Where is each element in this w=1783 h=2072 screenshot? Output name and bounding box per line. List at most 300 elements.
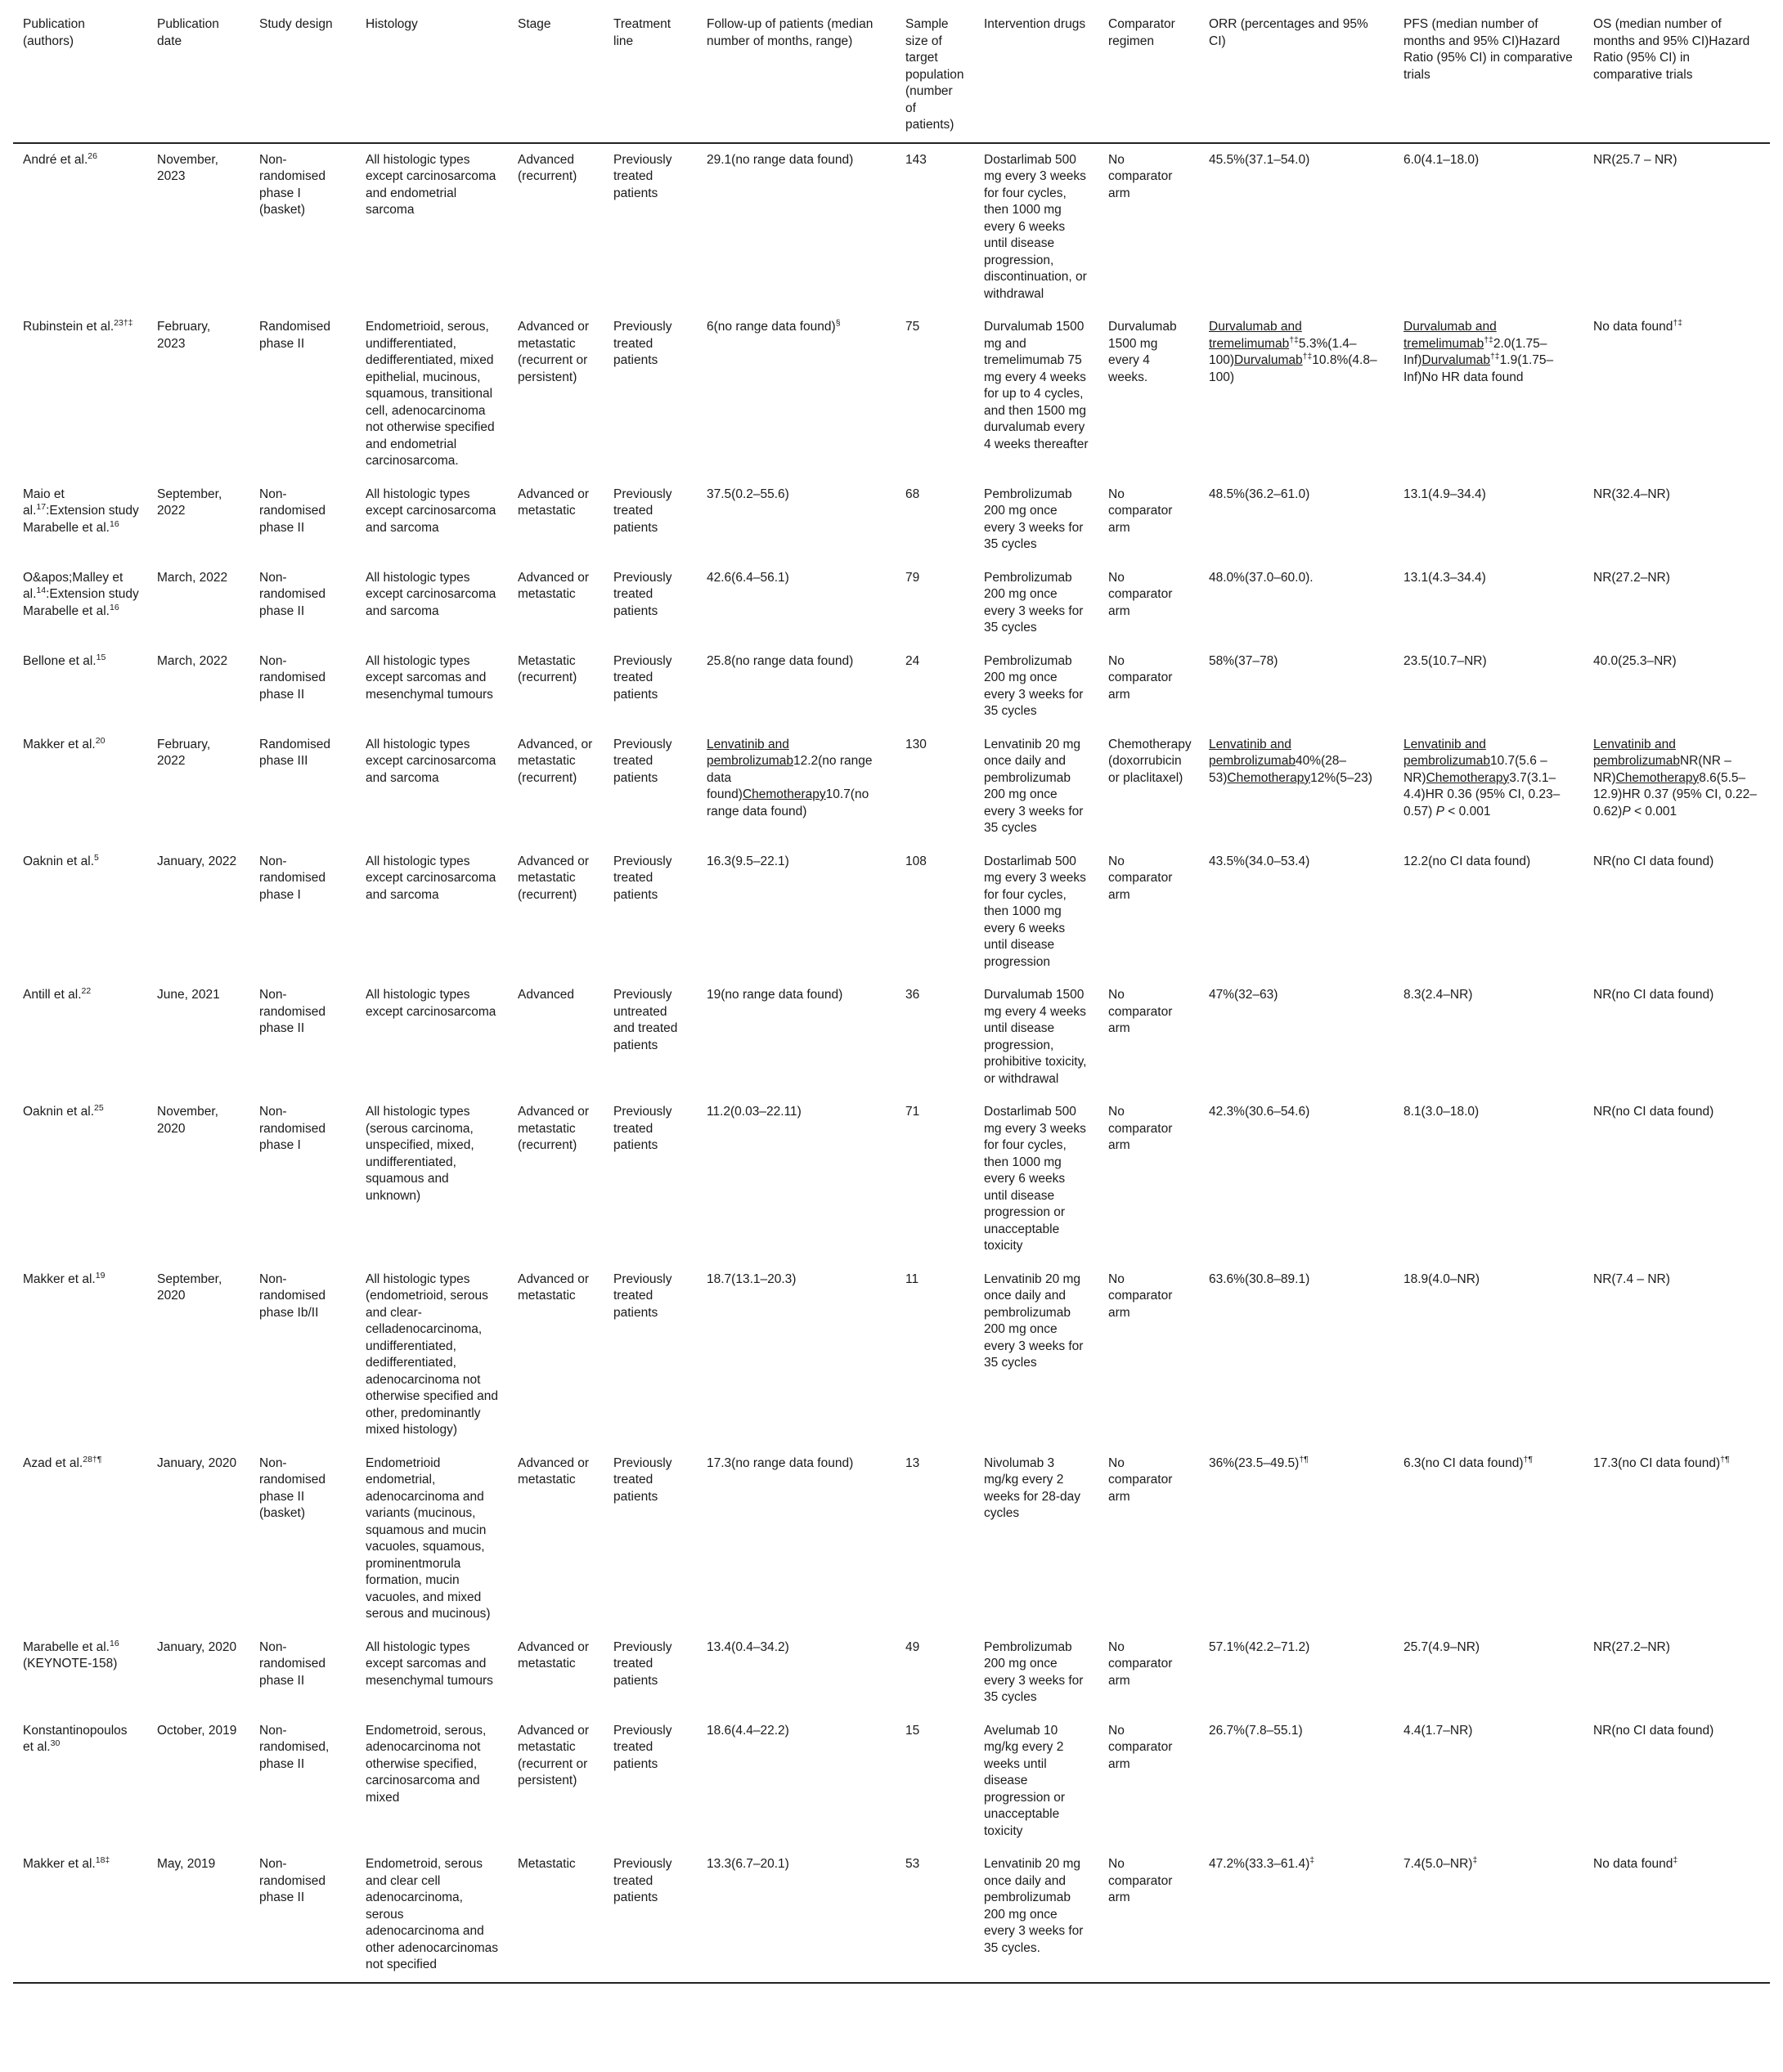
cell-text: Makker et al.: [23, 1857, 96, 1871]
footnote-marker: 26: [88, 150, 97, 161]
followup-cell: [697, 1715, 896, 1849]
design-cell: Non-randomised phase II: [249, 1848, 356, 1983]
sample-size-cell: 36: [905, 988, 920, 1002]
publication-cell: [13, 1096, 147, 1263]
publication-cell: [13, 311, 147, 478]
followup-cell: [697, 1848, 896, 1983]
comparator-cell: No comparator arm: [1098, 1848, 1199, 1983]
pfs-cell: [1394, 311, 1583, 478]
treatment-line-cell: Previously treated patients: [604, 1848, 697, 1983]
footnote-marker: 14: [36, 585, 47, 595]
followup-cell: [697, 1631, 896, 1715]
cell-text: 42.3%(30.6–54.6): [1209, 1105, 1310, 1119]
stage-cell: Advanced: [518, 988, 574, 1002]
footnote-marker: †¶: [1720, 1454, 1730, 1464]
pfs-cell: [1394, 1263, 1583, 1447]
date-cell: March, 2022: [157, 570, 228, 585]
design-cell: Non-randomised phase I (basket): [259, 152, 326, 217]
comparator-cell: No comparator arm: [1108, 653, 1173, 702]
treatment-line-cell: Previously treated patients: [613, 1639, 672, 1688]
histology-cell: All histologic types (endometrioid, serous and clear-celladenocarcinoma, undifferentiated, dedifferentiated, adenocarcinoma not otherwise specified and other, predominantly mixed histology): [366, 1271, 498, 1437]
cell-text: 23.5(10.7–NR): [1403, 653, 1487, 668]
design-cell: Non-randomised phase II: [259, 570, 326, 618]
sample-size-cell: 130: [905, 737, 927, 751]
cell-text: 6.3(no CI data found): [1403, 1455, 1524, 1470]
cell-text: No data found: [1593, 1857, 1673, 1871]
pfs-cell: [1394, 729, 1583, 845]
cell-text: NR(27.2–NR): [1593, 1639, 1670, 1654]
footnote-marker: †‡: [1302, 352, 1313, 361]
histology-cell: Endometrioid endometrial, adenocarcinoma and variants (mucinous, squamous and mucin vacuoles, squamous, prominentmorula formation, mucin vacuoles, and mixed serous and mucinous): [366, 1455, 491, 1621]
cell-text: 10.7(no range data found): [707, 787, 869, 818]
histology-cell: All histologic types (serous carcinoma, unspecified, mixed, undifferentiated, squamous and unknown): [366, 1105, 474, 1203]
cell-text: < 0.001: [1444, 804, 1491, 818]
cell-text: 7.4(5.0–NR): [1403, 1857, 1473, 1871]
cell-text: (KEYNOTE-158): [23, 1657, 118, 1671]
col-header-followup: Follow-up of patients (median number of months, range): [697, 15, 896, 143]
sample-size-cell: 71: [905, 1105, 920, 1119]
cell-text: NR(no CI data found): [1593, 988, 1714, 1002]
os-cell: [1583, 845, 1770, 980]
orr-cell: [1199, 143, 1394, 312]
comparator-cell: Chemotherapy (doxorrubicin or placlitaxel): [1108, 737, 1192, 785]
table-row: [13, 143, 1770, 312]
design-cell: Non-randomised phase Ib/II: [259, 1271, 326, 1320]
cell-text: Chemotherapy: [1615, 770, 1700, 785]
date-cell: May, 2019: [147, 1848, 249, 1983]
treatment-line-cell: Previously treated patients: [613, 653, 672, 702]
col-header-stage: Stage: [508, 15, 604, 143]
orr-cell: [1199, 1096, 1394, 1263]
cell-text: Oaknin et al.: [23, 1105, 95, 1119]
design-cell: Randomised phase III: [259, 737, 331, 768]
treatment-line-cell: Previously treated patients: [613, 854, 672, 902]
treatment-line-cell: Previously treated patients: [613, 320, 672, 367]
footnote-marker: †‡: [1289, 334, 1299, 345]
cell-text: 45.5%(37.1–54.0): [1209, 152, 1310, 167]
orr-cell: [1199, 645, 1394, 729]
intervention-cell: Nivolumab 3 mg/kg every 2 weeks for 28-day cycles: [984, 1455, 1081, 1520]
cell-text: 13.1(4.3–34.4): [1403, 570, 1486, 585]
sample-size-cell: 75: [905, 320, 920, 334]
comparator-cell: No comparator arm: [1108, 570, 1173, 618]
date-cell: January, 2022: [157, 854, 237, 868]
cell-text: 40.0(25.3–NR): [1593, 653, 1677, 668]
footnote-marker: †‡: [1673, 318, 1683, 328]
design-cell: Non-randomised phase II: [259, 988, 326, 1035]
orr-cell: [1199, 1715, 1394, 1849]
cell-text: 43.5%(34.0–53.4): [1209, 854, 1310, 868]
cell-text: 6(no range data found): [707, 320, 836, 334]
table-row: [13, 478, 1770, 562]
cell-text: NR(32.4–NR): [1593, 487, 1670, 501]
cell-text: 5.3%(1.4–100): [1209, 336, 1357, 367]
cell-text: NR(NR – NR): [1593, 754, 1731, 785]
pfs-cell: [1394, 1631, 1583, 1715]
publication-cell: [13, 1848, 147, 1983]
cell-text: 63.6%(30.8–89.1): [1209, 1271, 1310, 1286]
followup-cell: [697, 311, 896, 478]
cell-text: 42.6(6.4–56.1): [707, 570, 789, 585]
cell-text: 16.3(9.5–22.1): [707, 854, 789, 868]
pfs-cell: [1394, 845, 1583, 980]
table-row: [13, 1096, 1770, 1263]
cell-text: Makker et al.: [23, 1271, 96, 1286]
cell-text: 29.1(no range data found): [707, 152, 854, 167]
date-cell: February, 2022: [157, 737, 211, 768]
footnote-marker: 16: [109, 602, 119, 612]
intervention-cell: Lenvatinib 20 mg once daily and pembrolizumab 200 mg once every 3 weeks for 35 cycles: [984, 737, 1084, 835]
cell-text: 25.7(4.9–NR): [1403, 1639, 1480, 1654]
date-cell: November, 2023: [157, 152, 218, 183]
design-cell: Non-randomised phase I: [259, 854, 326, 902]
intervention-cell: Pembrolizumab 200 mg once every 3 weeks for 35 cycles: [984, 1639, 1084, 1704]
col-header-histology: Histology: [356, 15, 508, 143]
col-header-os: OS (median number of months and 95% CI)Hazard Ratio (95% CI) in comparative trials: [1583, 15, 1770, 143]
footnote-marker: †¶: [1299, 1454, 1309, 1464]
stage-cell: Advanced, or metastatic (recurrent): [518, 737, 593, 785]
col-header-sample-size: Sample size of target population (number of patients): [896, 15, 974, 143]
date-cell: March, 2022: [157, 653, 228, 668]
stage-cell: Advanced or metastatic (recurrent or persistent): [518, 1723, 590, 1787]
cell-text: 11.2(0.03–22.11): [707, 1105, 802, 1119]
sample-size-cell: 79: [905, 570, 920, 585]
footnote-marker: 28†¶: [83, 1454, 102, 1464]
table-row: [13, 1631, 1770, 1715]
sample-size-cell: 15: [905, 1723, 920, 1738]
cell-text: 10.8%(4.8–100): [1209, 353, 1377, 384]
orr-cell: [1199, 1447, 1394, 1631]
os-cell: [1583, 1631, 1770, 1715]
followup-cell: [697, 478, 896, 562]
os-cell: [1583, 311, 1770, 478]
stage-cell: Advanced or metastatic: [518, 1639, 590, 1671]
footnote-marker: 16: [109, 518, 119, 529]
publication-cell: [13, 645, 147, 729]
table-row: [13, 645, 1770, 729]
pfs-cell: [1394, 478, 1583, 562]
comparator-cell: No comparator arm: [1108, 487, 1173, 535]
os-cell: [1583, 478, 1770, 562]
date-cell: February, 2023: [157, 320, 211, 351]
publication-cell: [13, 845, 147, 980]
cell-text: 8.3(2.4–NR): [1403, 988, 1473, 1002]
treatment-line-cell: Previously treated patients: [613, 1455, 672, 1504]
footnote-marker: 25: [94, 1103, 104, 1113]
design-cell: Non-randomised phase II (basket): [259, 1455, 326, 1520]
pfs-cell: [1394, 143, 1583, 312]
design-cell: Randomised phase II: [259, 320, 331, 351]
cell-text: 4.4(1.7–NR): [1403, 1723, 1473, 1738]
header-row: [13, 15, 1770, 143]
intervention-cell: Pembrolizumab 200 mg once every 3 weeks for 35 cycles: [984, 487, 1084, 551]
cell-text: 18.7(13.1–20.3): [707, 1271, 797, 1286]
footnote-marker: ‡: [1472, 1855, 1478, 1865]
pfs-cell: [1394, 1447, 1583, 1631]
publication-cell: [13, 143, 147, 312]
publication-cell: [13, 729, 147, 845]
cell-text: P: [1622, 804, 1631, 818]
stage-cell: Metastatic: [508, 1848, 604, 1983]
treatment-line-cell: Previously untreated and treated patients: [613, 988, 678, 1052]
date-cell: June, 2021: [157, 988, 220, 1002]
cell-text: 18.6(4.4–22.2): [707, 1723, 789, 1738]
publication-cell: [13, 1263, 147, 1447]
followup-cell: [697, 143, 896, 312]
publication-cell: [13, 1631, 147, 1715]
orr-cell: [1199, 1848, 1394, 1983]
orr-cell: [1199, 311, 1394, 478]
followup-cell: [697, 1447, 896, 1631]
comparator-cell: No comparator arm: [1108, 152, 1173, 200]
publication-cell: [13, 979, 147, 1096]
col-header-orr: ORR (percentages and 95% CI): [1199, 15, 1394, 143]
comparator-cell: No comparator arm: [1108, 1455, 1173, 1504]
followup-cell: [697, 1263, 896, 1447]
footnote-marker: 20: [95, 735, 106, 746]
sample-size-cell: 68: [905, 487, 920, 501]
treatment-line-cell: Previously treated patients: [613, 737, 672, 785]
design-cell: Non-randomised phase II: [259, 653, 326, 702]
cell-text: Durvalumab and tremelimumab: [1403, 320, 1497, 351]
followup-cell: [697, 645, 896, 729]
stage-cell: Advanced or metastatic (recurrent): [518, 1105, 590, 1152]
os-cell: [1583, 1096, 1770, 1263]
pfs-cell: [1394, 562, 1583, 645]
orr-cell: [1199, 1263, 1394, 1447]
cell-text: NR(no CI data found): [1593, 1723, 1714, 1738]
results-table: [13, 15, 1770, 1984]
table-row: [13, 1715, 1770, 1849]
intervention-cell: Dostarlimab 500 mg every 3 weeks for four cycles, then 1000 mg every 6 weeks until disease progression or unacceptable toxicity: [984, 1105, 1086, 1253]
cell-text: 26.7%(7.8–55.1): [1209, 1723, 1303, 1738]
table-row: [13, 845, 1770, 980]
cell-text: 17.3(no CI data found): [1593, 1455, 1721, 1470]
treatment-line-cell: Previously treated patients: [613, 570, 672, 618]
stage-cell: Advanced or metastatic: [518, 487, 590, 518]
os-cell: [1583, 562, 1770, 645]
date-cell: October, 2019: [157, 1723, 237, 1738]
histology-cell: All histologic types except carcinosarcoma and sarcoma: [366, 854, 496, 902]
orr-cell: [1199, 562, 1394, 645]
col-header-pfs: PFS (median number of months and 95% CI)Hazard Ratio (95% CI) in comparative trials: [1394, 15, 1583, 143]
os-cell: [1583, 645, 1770, 729]
pfs-cell: [1394, 1096, 1583, 1263]
footnote-marker: §: [835, 318, 841, 328]
cell-text: Rubinstein et al.: [23, 320, 115, 334]
intervention-cell: Dostarlimab 500 mg every 3 weeks for four cycles, then 1000 mg every 6 weeks until disease progression, discontinuation, or withdrawal: [984, 152, 1087, 301]
design-cell: Non-randomised phase I: [259, 1105, 326, 1152]
cell-text: 13.3(6.7–20.1): [707, 1857, 789, 1871]
orr-cell: [1199, 845, 1394, 980]
cell-text: 40%(28–53): [1209, 754, 1347, 785]
date-cell: September, 2020: [157, 1271, 222, 1303]
followup-cell: [697, 979, 896, 1096]
cell-text: Antill et al.: [23, 988, 82, 1002]
stage-cell: Advanced or metastatic: [518, 1271, 590, 1303]
table-row: [13, 311, 1770, 478]
treatment-line-cell: Previously treated patients: [613, 1723, 672, 1771]
pfs-cell: [1394, 645, 1583, 729]
comparator-cell: No comparator arm: [1108, 854, 1173, 902]
table-body: [13, 143, 1770, 1983]
footnote-marker: 17: [36, 502, 47, 512]
comparator-cell: No comparator arm: [1108, 1723, 1173, 1771]
comparator-cell: No comparator arm: [1108, 1271, 1173, 1320]
col-header-publication: Publication (authors): [13, 15, 147, 143]
cell-text: 2.0(1.75–Inf): [1403, 336, 1547, 367]
cell-text: NR(no CI data found): [1593, 854, 1714, 868]
col-header-date: Publication date: [147, 15, 249, 143]
sample-size-cell: 13: [905, 1455, 920, 1470]
intervention-cell: Lenvatinib 20 mg once daily and pembrolizumab 200 mg once every 3 weeks for 35 cycles.: [974, 1848, 1098, 1983]
histology-cell: Endometroid, serous, adenocarcinoma not otherwise specified, carcinosarcoma and mixed: [366, 1723, 487, 1805]
cell-text: Maio et al.: [23, 487, 65, 518]
cell-text: 57.1%(42.2–71.2): [1209, 1639, 1310, 1654]
intervention-cell: Durvalumab 1500 mg every 4 weeks until disease progression, prohibitive toxicity, or withdrawal: [984, 988, 1087, 1086]
cell-text: 58%(37–78): [1209, 653, 1278, 668]
footnote-marker: 30: [50, 1738, 61, 1748]
cell-text: 18.9(4.0–NR): [1403, 1271, 1480, 1286]
footnote-marker: 22: [81, 986, 92, 996]
cell-text: Chemotherapy: [1426, 770, 1510, 785]
orr-cell: [1199, 478, 1394, 562]
cell-text: Konstantinopoulos et al.: [23, 1723, 128, 1754]
cell-text: Chemotherapy: [742, 787, 826, 801]
followup-cell: [697, 1096, 896, 1263]
intervention-cell: Lenvatinib 20 mg once daily and pembrolizumab 200 mg once every 3 weeks for 35 cycles: [984, 1271, 1084, 1370]
cell-text: Lenvatinib and pembrolizumab: [1593, 737, 1680, 768]
cell-text: 8.1(3.0–18.0): [1403, 1105, 1480, 1119]
date-cell: September, 2022: [157, 487, 222, 518]
footnote-marker: †¶: [1523, 1454, 1533, 1464]
cell-text: < 0.001: [1630, 804, 1677, 818]
cell-text: Lenvatinib and pembrolizumab: [1209, 737, 1296, 768]
table-row: [13, 729, 1770, 845]
cell-text: 36%(23.5–49.5): [1209, 1455, 1300, 1470]
footnote-marker: 15: [96, 652, 106, 662]
cell-text: 47.2%(33.3–61.4): [1209, 1857, 1310, 1871]
date-cell: January, 2020: [157, 1455, 237, 1470]
sample-size-cell: 143: [905, 152, 927, 167]
footnote-marker: ‡: [1309, 1855, 1315, 1865]
footnote-marker: 5: [94, 852, 99, 863]
cell-text: NR(7.4 – NR): [1593, 1271, 1670, 1286]
cell-text: 12.2(no CI data found): [1403, 854, 1531, 868]
stage-cell: Advanced or metastatic: [518, 570, 590, 601]
cell-text: 12.2(no range data found): [707, 754, 873, 801]
cell-text: 19(no range data found): [707, 988, 843, 1002]
table-row: [13, 1848, 1770, 1983]
os-cell: [1583, 1715, 1770, 1849]
os-cell: [1583, 1263, 1770, 1447]
cell-text: NR(no CI data found): [1593, 1105, 1714, 1119]
stage-cell: Advanced or metastatic: [518, 1455, 590, 1487]
cell-text: Durvalumab: [1234, 353, 1303, 367]
footnote-marker: †‡: [1484, 334, 1493, 345]
cell-text: Durvalumab and tremelimumab: [1209, 320, 1302, 351]
histology-cell: Endometrioid, serous, undifferentiated, dedifferentiated, mixed epithelial, mucinous, squamous, transitional cell, adenocarcinoma not otherwise specified and endometrial carcinosarcoma.: [366, 320, 495, 468]
histology-cell: All histologic types except carcinosarcoma and sarcoma: [366, 737, 496, 785]
cell-text: 48.5%(36.2–61.0): [1209, 487, 1310, 501]
cell-text: P: [1435, 804, 1444, 818]
cell-text: Lenvatinib and pembrolizumab: [707, 737, 793, 768]
orr-cell: [1199, 979, 1394, 1096]
footnote-marker: 19: [95, 1270, 106, 1280]
cell-text: NR(25.7 – NR): [1593, 152, 1677, 167]
treatment-line-cell: Previously treated patients: [613, 1105, 672, 1152]
publication-cell: [13, 1447, 147, 1631]
cell-text: 13.1(4.9–34.4): [1403, 487, 1486, 501]
os-cell: [1583, 1447, 1770, 1631]
footnote-marker: 16: [109, 1638, 119, 1648]
cell-text: Bellone et al.: [23, 653, 97, 668]
cell-text: 47%(32–63): [1209, 988, 1278, 1002]
publication-cell: [13, 1715, 147, 1849]
treatment-line-cell: Previously treated patients: [613, 1271, 672, 1320]
stage-cell: Advanced (recurrent): [518, 152, 577, 183]
footnote-marker: 18‡: [95, 1855, 110, 1865]
cell-text: 48.0%(37.0–60.0).: [1209, 570, 1314, 585]
intervention-cell: Dostarlimab 500 mg every 3 weeks for four cycles, then 1000 mg every 6 weeks until disease progression: [984, 854, 1086, 969]
histology-cell: All histologic types except carcinosarcoma and sarcoma: [366, 487, 496, 535]
cell-text: 6.0(4.1–18.0): [1403, 152, 1480, 167]
stage-cell: Metastatic (recurrent): [518, 653, 577, 684]
sample-size-cell: 108: [905, 854, 927, 868]
cell-text: 17.3(no range data found): [707, 1455, 854, 1470]
design-cell: Non-randomised phase II: [259, 1639, 326, 1688]
footnote-marker: ‡: [1673, 1855, 1678, 1865]
cell-text: O&apos;Malley et al.: [23, 570, 124, 601]
cell-text: 12%(5–23): [1310, 770, 1372, 785]
cell-text: Durvalumab: [1421, 353, 1490, 367]
sample-size-cell: 49: [905, 1639, 920, 1654]
comparator-cell: No comparator arm: [1108, 1105, 1173, 1152]
comparator-cell: No comparator arm: [1108, 1639, 1173, 1688]
table-row: [13, 562, 1770, 645]
cell-text: 1.9(1.75–Inf)No HR data found: [1403, 353, 1554, 384]
table-row: [13, 1447, 1770, 1631]
histology-cell: All histologic types except carcinosarcoma and endometrial sarcoma: [366, 152, 496, 217]
cell-text: 13.4(0.4–34.2): [707, 1639, 789, 1654]
followup-cell: [697, 562, 896, 645]
cell-text: André et al.: [23, 152, 88, 167]
sample-size-cell: 11: [905, 1271, 919, 1286]
footnote-marker: †‡: [1489, 352, 1500, 361]
followup-cell: [697, 845, 896, 980]
treatment-line-cell: Previously treated patients: [613, 152, 672, 200]
table-row: [13, 979, 1770, 1096]
os-cell: [1583, 979, 1770, 1096]
cell-text: :Extension study Marabelle et al.: [23, 504, 139, 535]
cell-text: 25.8(no range data found): [707, 653, 854, 668]
cell-text: Makker et al.: [23, 737, 96, 751]
stage-cell: Advanced or metastatic (recurrent or persistent): [518, 320, 590, 384]
date-cell: November, 2020: [157, 1105, 218, 1136]
publication-cell: [13, 478, 147, 562]
cell-text: Lenvatinib and pembrolizumab: [1403, 737, 1490, 768]
cell-text: :Extension study Marabelle et al.: [23, 587, 139, 618]
cell-text: Oaknin et al.: [23, 854, 95, 868]
followup-cell: [697, 729, 896, 845]
os-cell: [1583, 1848, 1770, 1983]
histology-cell: All histologic types except carcinosarcoma and sarcoma: [366, 570, 496, 618]
col-header-comparator: Comparator regimen: [1098, 15, 1199, 143]
col-header-line: Treatment line: [604, 15, 697, 143]
cell-text: 8.6(5.5–12.9)HR 0.37 (95% CI, 0.22–0.62): [1593, 770, 1757, 818]
intervention-cell: Pembrolizumab 200 mg once every 3 weeks for 35 cycles: [984, 570, 1084, 635]
intervention-cell: Avelumab 10 mg/kg every 2 weeks until disease progression or unacceptable toxicity: [984, 1723, 1066, 1838]
